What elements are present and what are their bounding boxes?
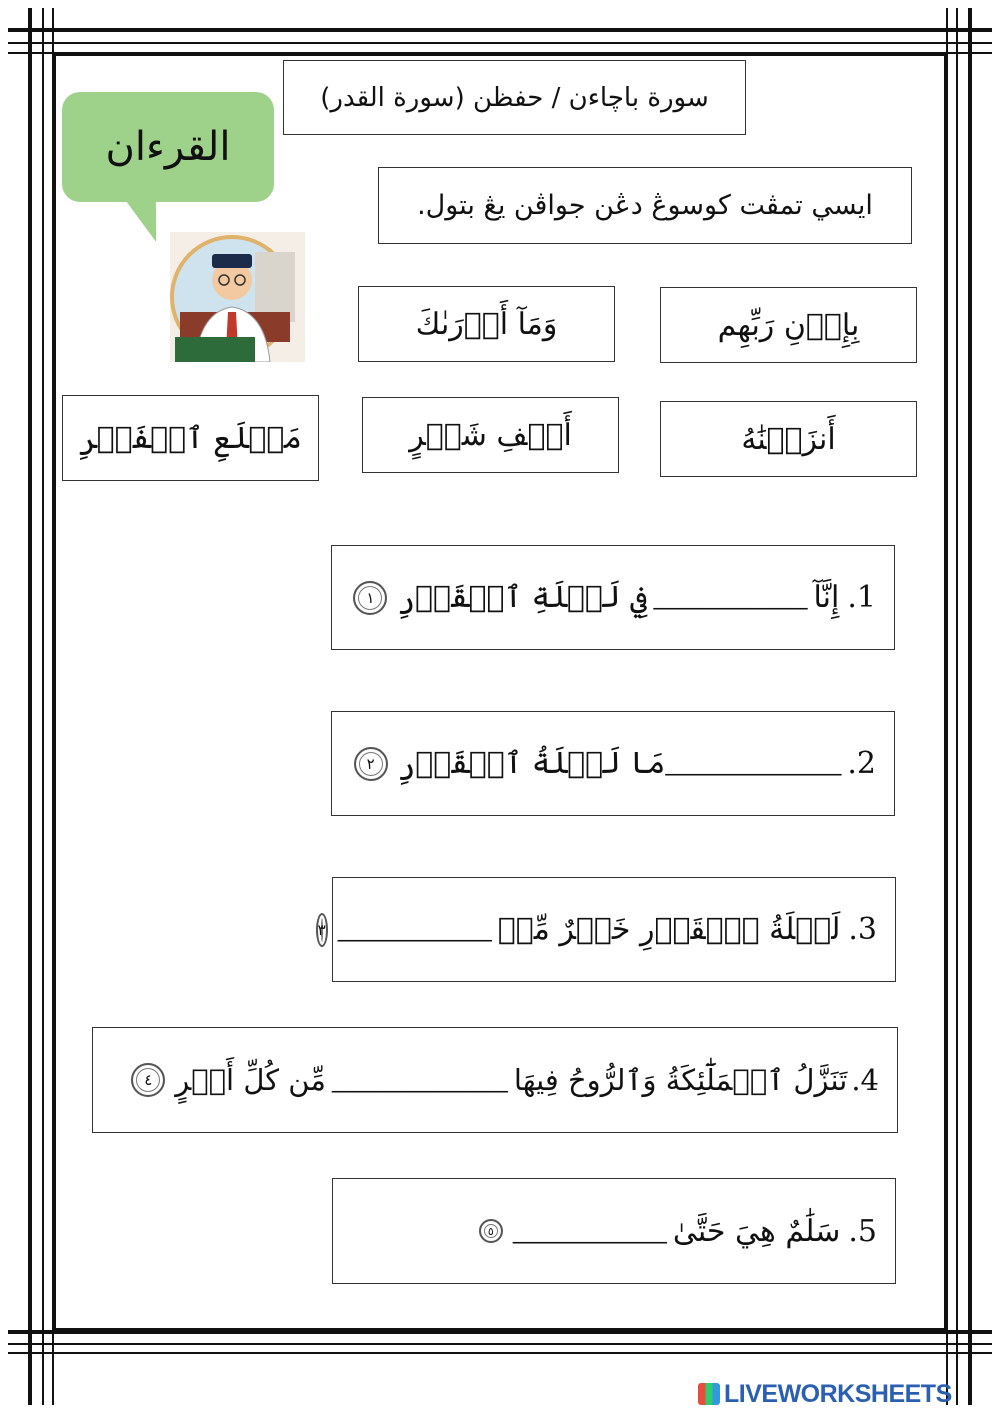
- word-card-text: مَطۡلَعِ ٱلۡفَجۡرِ: [78, 420, 303, 456]
- question-5: [332, 1178, 896, 1284]
- question-2: [331, 711, 895, 816]
- question-text-after: مِّن كُلِّ أَمۡرٍ: [175, 1063, 326, 1097]
- question-number: 2.: [847, 746, 876, 781]
- word-card[interactable]: [362, 397, 619, 473]
- ayah-marker-icon: ٢: [354, 747, 388, 781]
- answer-blank[interactable]: ______________: [337, 917, 492, 942]
- question-1: [331, 545, 895, 650]
- word-card[interactable]: [660, 287, 917, 363]
- word-card-text: أَنزَلۡنَٰهُ: [741, 421, 836, 457]
- liveworksheets-logo: [698, 1380, 952, 1408]
- question-3: [317, 877, 896, 982]
- answer-blank[interactable]: ________________: [665, 751, 842, 776]
- ayah-marker-icon: ١: [353, 581, 387, 615]
- question-number: 1.: [847, 580, 876, 615]
- question-number: 5.: [848, 1213, 877, 1249]
- instruction-box: [378, 167, 912, 244]
- page-title: سورة باچاءن / حفظن (سورة القدر): [320, 82, 709, 113]
- word-card[interactable]: [660, 401, 917, 477]
- answer-blank[interactable]: ______________: [512, 1218, 667, 1244]
- question-text-after: مَا لَيۡلَةُ ٱلۡقَدۡرِ: [397, 746, 666, 781]
- question-number: 4.: [851, 1063, 879, 1097]
- logo-icon: [698, 1383, 720, 1405]
- word-card-text: أَلۡفِ شَهۡرٍ: [409, 417, 572, 453]
- speech-bubble: [62, 92, 274, 202]
- answer-blank[interactable]: ________________: [331, 1067, 508, 1093]
- word-card[interactable]: [62, 395, 319, 481]
- title-box: [283, 60, 746, 135]
- instruction-text: ايسي تمڤت كوسوڠ دڠن جواڤن يڠ بتول.: [417, 190, 873, 221]
- answer-blank[interactable]: ______________: [653, 585, 808, 610]
- question-number: 3.: [848, 912, 877, 947]
- question-text-before: تَنَزَّلُ ٱلۡمَلَٰٓئِكَةُ وَٱلرُّوحُ فِيهَا: [513, 1063, 848, 1097]
- brand-text: LIVEWORKSHEETS: [724, 1379, 952, 1408]
- word-card[interactable]: [358, 286, 615, 362]
- question-text-before: إِنَّآ: [813, 580, 840, 615]
- question-text-before: سَلَٰمٌ هِيَ حَتَّىٰ: [672, 1213, 841, 1249]
- ayah-marker-icon: ٤: [131, 1063, 165, 1097]
- question-text-after: فِي لَيۡلَةِ ٱلۡقَدۡرِ: [397, 580, 648, 615]
- student-avatar: [170, 232, 305, 362]
- question-text-before: لَيۡلَةُ ٱلۡقَدۡرِ خَيۡرٌ مِّنۡ: [497, 912, 841, 947]
- question-4: [92, 1027, 898, 1133]
- word-card-text: بِإِذۡنِ رَبِّهِم: [717, 307, 860, 343]
- word-card-text: وَمَآ أَدۡرَىٰكَ: [415, 306, 558, 342]
- ayah-marker-icon: ٥: [479, 1219, 503, 1243]
- ayah-marker-icon: ٣: [316, 913, 328, 947]
- bubble-label: القرءان: [105, 124, 231, 170]
